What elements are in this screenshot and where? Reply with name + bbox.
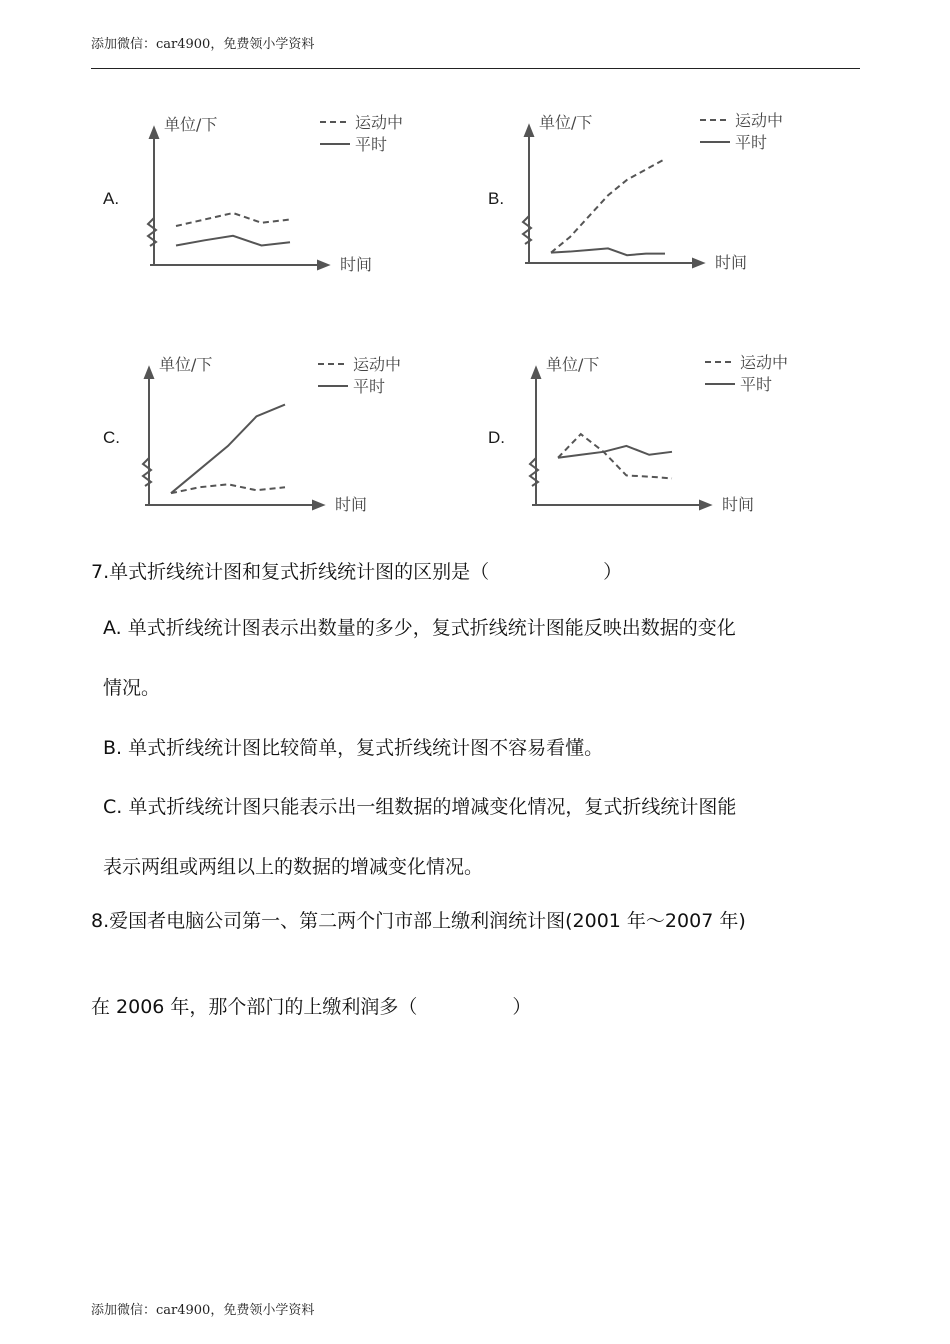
page-header: 添加微信：car4900，免费领小学资料 (91, 37, 315, 52)
plot-area (551, 159, 665, 255)
y-axis-arrow (525, 126, 533, 136)
graph-b (515, 98, 795, 283)
graph-c-svg (135, 340, 415, 525)
graph-d (522, 340, 802, 525)
graph-a-svg (140, 100, 420, 285)
y-axis-label: 单位/下 (159, 355, 213, 374)
axes (530, 368, 710, 509)
q8-stem: 8.爱国者电脑公司第一、第二两个门市部上缴利润统计图(2001 年～2007 年) (91, 910, 746, 932)
q7-option-a-line1: A. 单式折线统计图表示出数量的多少，复式折线统计图能反映出数据的变化 (103, 617, 736, 639)
series-line-normal (176, 236, 290, 246)
graph-a (140, 100, 420, 285)
series-line-exercise (551, 159, 665, 253)
option-label-b: B. (488, 189, 505, 208)
q7-option-a-line2: 情况。 (103, 677, 161, 699)
axes (148, 128, 328, 269)
plot-area (171, 405, 285, 494)
axes (143, 368, 323, 509)
legend-solid-label: 平时 (735, 133, 768, 152)
x-axis-label: 时间 (335, 495, 368, 514)
plot-area (558, 434, 672, 478)
series-line-exercise (171, 484, 285, 493)
q7-option-c-line2: 表示两组或两组以上的数据的增减变化情况。 (103, 856, 484, 878)
option-label-c: C. (103, 428, 120, 447)
series-line-normal (558, 446, 672, 458)
legend-solid-label: 平时 (740, 375, 773, 394)
y-axis-arrow (532, 368, 540, 378)
page-footer: 添加微信：car4900，免费领小学资料 (91, 1303, 315, 1318)
x-axis-label: 时间 (715, 253, 748, 272)
axes (523, 126, 703, 267)
x-axis-arrow (318, 261, 328, 269)
option-label-d: D. (488, 428, 505, 447)
series-line-normal (171, 405, 285, 494)
graph-b-svg (515, 98, 795, 283)
q7-option-c-line1: C. 单式折线统计图只能表示出一组数据的增减变化情况，复式折线统计图能 (103, 796, 737, 818)
y-axis-arrow (145, 368, 153, 378)
legend-solid-label: 平时 (353, 377, 386, 396)
option-label-a: A. (103, 189, 120, 208)
header-divider (91, 68, 860, 69)
legend-dashed-label: 运动中 (735, 111, 784, 130)
y-axis-label: 单位/下 (539, 113, 593, 132)
x-axis-arrow (313, 501, 323, 509)
x-axis-label: 时间 (722, 495, 755, 514)
q8-subquestion: 在 2006 年，那个部门的上缴利润多（ ） (91, 996, 532, 1018)
legend-solid-label: 平时 (355, 135, 388, 154)
series-line-normal (551, 248, 665, 255)
graph-d-svg (522, 340, 802, 525)
y-axis-label: 单位/下 (546, 355, 600, 374)
q7-stem: 7.单式折线统计图和复式折线统计图的区别是（ ） (91, 561, 623, 583)
legend-dashed-label: 运动中 (740, 353, 789, 372)
x-axis-arrow (693, 259, 703, 267)
y-axis-arrow (150, 128, 158, 138)
legend-dashed-label: 运动中 (353, 355, 402, 374)
legend-dashed-label: 运动中 (355, 113, 404, 132)
graph-c (135, 340, 415, 525)
x-axis-arrow (700, 501, 710, 509)
plot-area (176, 213, 290, 246)
y-axis-label: 单位/下 (164, 115, 218, 134)
x-axis-label: 时间 (340, 255, 373, 274)
q7-option-b: B. 单式折线统计图比较简单，复式折线统计图不容易看懂。 (103, 737, 604, 759)
series-line-exercise (176, 213, 290, 226)
